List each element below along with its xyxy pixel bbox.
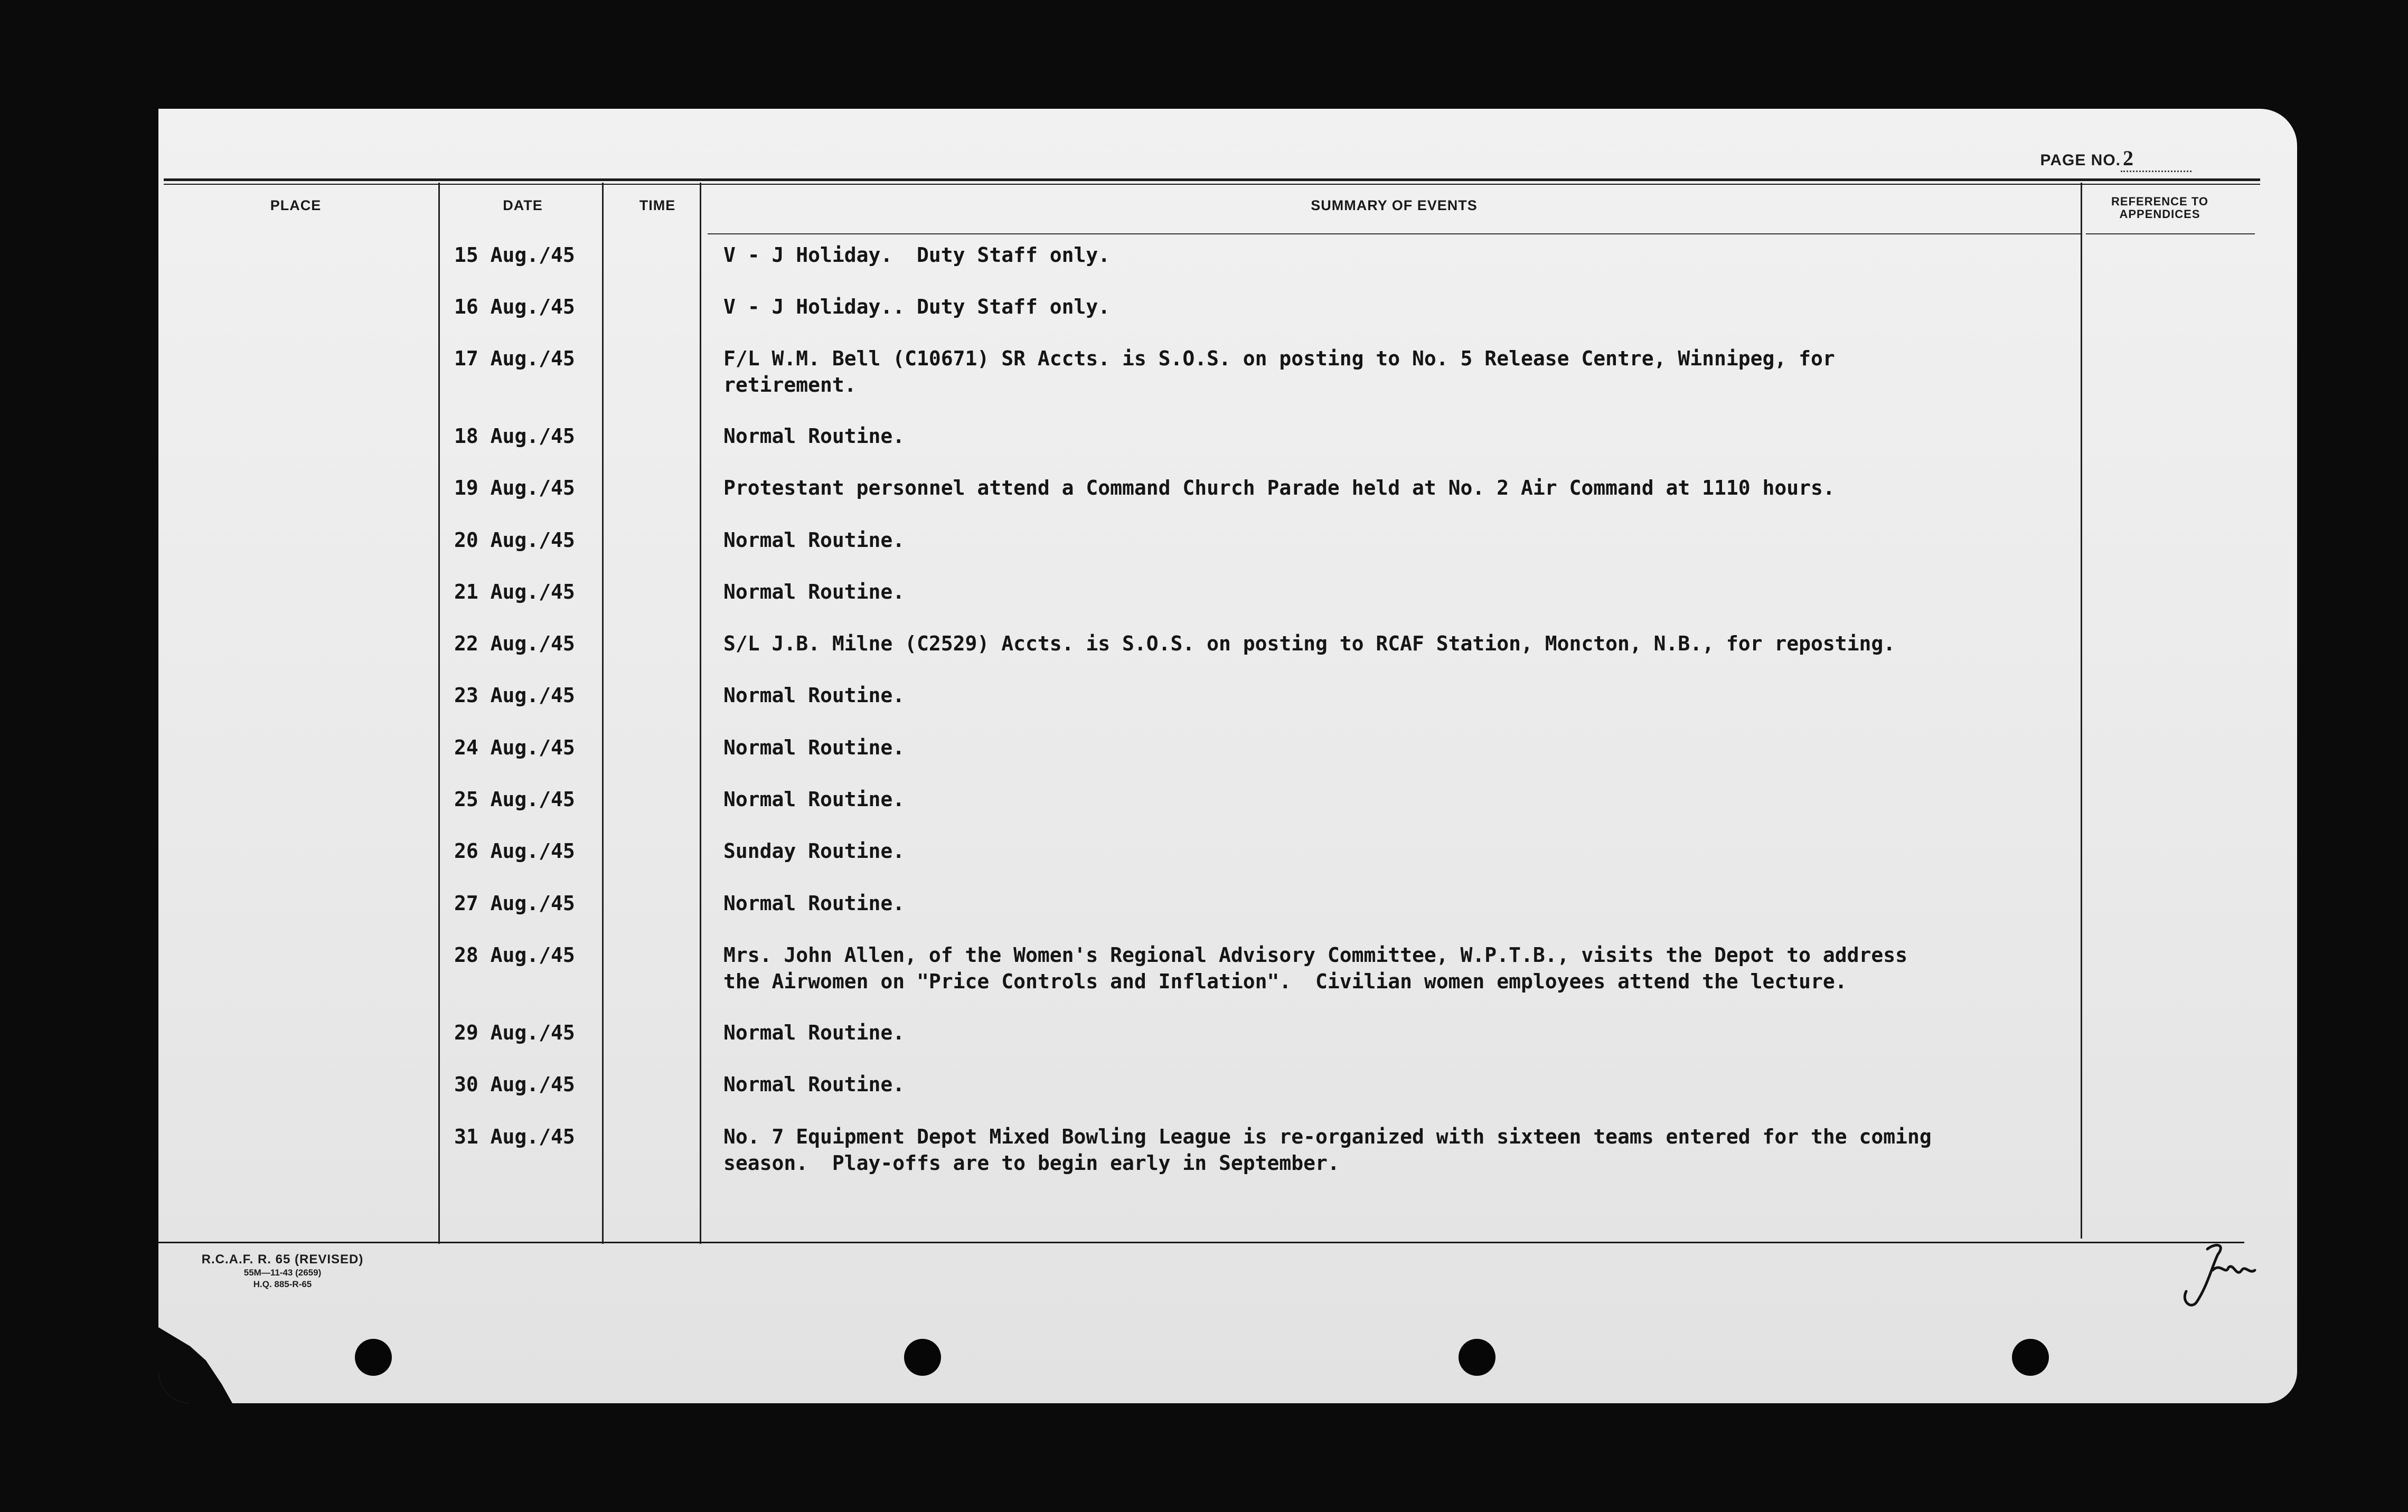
entry-text: Normal Routine.	[723, 684, 905, 707]
entry-text: Normal Routine.	[723, 736, 905, 759]
record-sheet	[158, 109, 2297, 1403]
torn-corner	[158, 1308, 264, 1403]
reference-underline	[2086, 233, 2255, 234]
header-reference	[2081, 195, 2239, 221]
entry-date: 28 Aug./45	[454, 943, 575, 967]
entry-date: 26 Aug./45	[454, 839, 575, 863]
page-number-value: 2	[2121, 146, 2191, 172]
form-print-code: 55M—11-43 (2659)	[243, 1268, 322, 1278]
entry-date: 24 Aug./45	[454, 736, 575, 759]
column-divider-time	[700, 183, 701, 1244]
punch-hole	[355, 1339, 392, 1376]
header-rule	[164, 178, 2260, 181]
header-reference-line1: REFERENCE TO	[2111, 195, 2208, 208]
entry-date: 15 Aug./45	[454, 243, 575, 267]
entry-text: Normal Routine.	[723, 892, 905, 915]
entry-text: Protestant personnel attend a Command Church Parade held at No. 2 Air Command at 1110 hours.	[723, 476, 1835, 499]
entry-date: 29 Aug./45	[454, 1021, 575, 1044]
summary-underline	[708, 233, 2081, 234]
entry-text: Normal Routine.	[723, 788, 905, 811]
entry-date: 27 Aug./45	[454, 892, 575, 915]
entry-date: 20 Aug./45	[454, 528, 575, 552]
entry-text: Normal Routine.	[723, 424, 905, 448]
entry-date: 16 Aug./45	[454, 295, 575, 318]
header-place: PLACE	[270, 197, 322, 213]
column-divider-place	[438, 183, 440, 1244]
entry-date: 18 Aug./45	[454, 424, 575, 448]
entry-text: Sunday Routine.	[723, 839, 905, 863]
punch-hole	[904, 1339, 941, 1376]
entry-date: 17 Aug./45	[454, 347, 575, 370]
handwritten-initials	[2176, 1239, 2260, 1312]
entry-text: V - J Holiday. Duty Staff only.	[723, 243, 1111, 267]
entry-date: 31 Aug./45	[454, 1125, 575, 1148]
entry-text: Normal Routine.	[723, 528, 905, 552]
entry-text: S/L J.B. Milne (C2529) Accts. is S.O.S. on posting to RCAF Station, Moncton, N.B., for reposting.	[723, 632, 1896, 655]
entry-date: 21 Aug./45	[454, 580, 575, 603]
punch-hole	[1459, 1339, 1495, 1376]
header-time: TIME	[639, 197, 676, 213]
page-number-label: PAGE NO.	[2040, 152, 2121, 169]
footer-rule	[158, 1242, 2244, 1243]
entry-text: Normal Routine.	[723, 580, 905, 603]
entry-text: V - J Holiday.. Duty Staff only.	[723, 295, 1111, 318]
page-number-field	[2040, 146, 2191, 172]
column-divider-summary	[2081, 183, 2082, 1239]
header-reference-line2: APPENDICES	[2119, 207, 2200, 221]
header-date: DATE	[503, 197, 543, 213]
entry-text: No. 7 Equipment Depot Mixed Bowling League is re-organized with sixteen teams entered for the coming season. Play-offs are to begin early in September.	[723, 1125, 1932, 1175]
punch-hole	[2012, 1339, 2049, 1376]
entry-date: 25 Aug./45	[454, 788, 575, 811]
entry-text: Mrs. John Allen, of the Women's Regional Advisory Committee, W.P.T.B., visits the Depot to address the Airwomen on "Price Controls and Inflation". Civilian women employees attend the lecture.	[723, 943, 1908, 993]
form-identifier	[158, 1252, 407, 1290]
entry-date: 30 Aug./45	[454, 1073, 575, 1096]
column-divider-date	[602, 183, 604, 1244]
entry-date: 19 Aug./45	[454, 476, 575, 499]
entry-text: Normal Routine.	[723, 1073, 905, 1096]
form-number: R.C.A.F. R. 65 (REVISED)	[201, 1252, 364, 1267]
header-summary: SUMMARY OF EVENTS	[1311, 197, 1478, 213]
form-hq-code: H.Q. 885-R-65	[253, 1279, 312, 1289]
entry-date: 23 Aug./45	[454, 684, 575, 707]
entry-text: Normal Routine.	[723, 1021, 905, 1044]
header-rule-thin	[164, 184, 2260, 185]
entry-text: F/L W.M. Bell (C10671) SR Accts. is S.O.S. on posting to No. 5 Release Centre, Winnipeg, for retirement.	[723, 347, 1835, 396]
entry-date: 22 Aug./45	[454, 632, 575, 655]
